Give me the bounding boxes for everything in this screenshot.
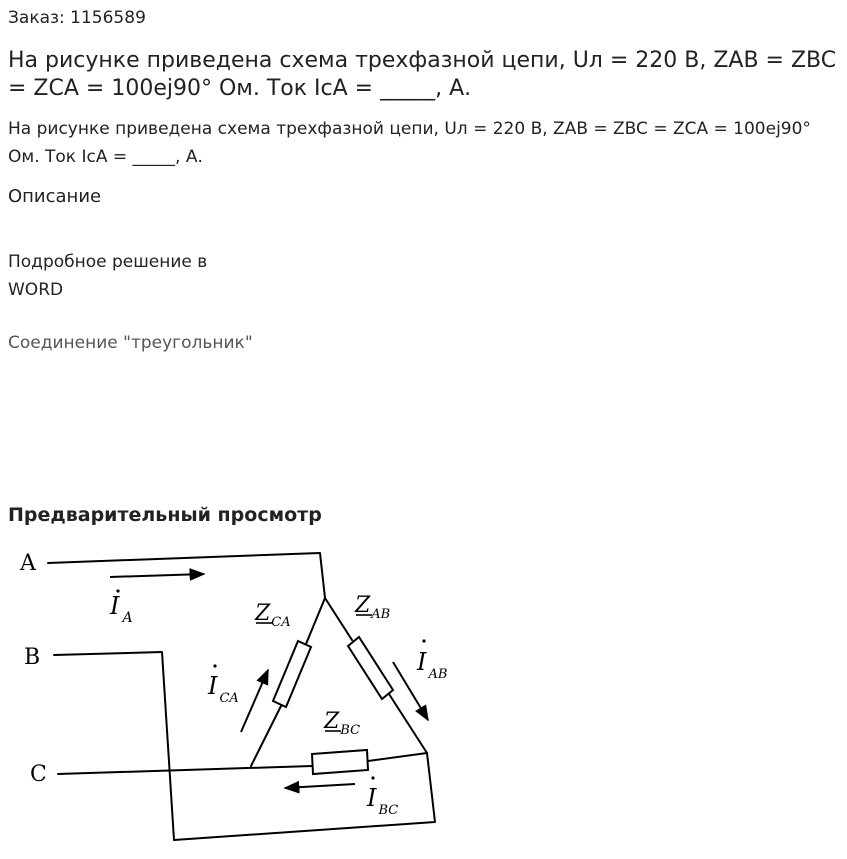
current-ibc-subscript: BC (378, 803, 399, 818)
description-heading: Описание (8, 186, 102, 207)
current-ica-label (207, 672, 239, 706)
impedance-bc (312, 750, 368, 774)
arrow-ica (241, 670, 268, 732)
current-ica-subscript: CA (219, 691, 239, 706)
current-ia-symbol: I (110, 592, 120, 620)
arrow-ibc (285, 784, 355, 788)
impedance-bc-subscript: BC (340, 723, 361, 738)
impedance-ab-symbol: Z (355, 593, 371, 618)
current-ica-symbol: I (208, 672, 218, 700)
impedance-ca-label (254, 601, 291, 630)
circuit-diagram (0, 540, 470, 852)
description-text: На рисунке приведена схема трехфазной цепи, Uл = 220 В, ZAB = ZBC = ZCA = 100ej90° Ом. Ток IcA = _____, А. (8, 119, 811, 167)
current-iab-symbol: I (417, 648, 427, 676)
arrow-ia (110, 574, 204, 577)
terminal-a-label: A (20, 551, 36, 576)
solution-note: Подробное решение в WORD (8, 252, 208, 300)
terminal-b-label: B (24, 645, 41, 670)
current-ibc-label (366, 784, 398, 818)
current-ibc-symbol: I (367, 784, 377, 812)
impedance-ca-subscript: CA (271, 615, 291, 630)
impedance-ca (273, 641, 311, 707)
order-number: Заказ: 1156589 (8, 8, 146, 28)
page-title: На рисунке приведена схема трехфазной цепи, Uл = 220 В, ZAB = ZBC = ZCA = 100ej90° Ом. Ток IcA = _____, А. (8, 48, 837, 101)
preview-heading: Предварительный просмотр (8, 504, 322, 526)
impedance-ab-subscript: AB (371, 607, 391, 622)
current-ia-subscript: A (122, 610, 133, 626)
impedance-bc-symbol: Z (324, 709, 340, 734)
connection-note: Соединение "треугольник" (8, 333, 253, 353)
impedance-ab-label (354, 593, 390, 622)
impedance-ab (348, 637, 393, 699)
impedance-ca-symbol: Z (255, 601, 271, 626)
wire-c (58, 766, 312, 774)
current-iab-label (416, 648, 447, 682)
current-ia-label (109, 592, 133, 626)
terminal-c-label: C (30, 762, 47, 787)
impedance-bc-label (323, 709, 360, 738)
current-iab-subscript: AB (428, 667, 448, 682)
wire-bc (368, 753, 427, 761)
